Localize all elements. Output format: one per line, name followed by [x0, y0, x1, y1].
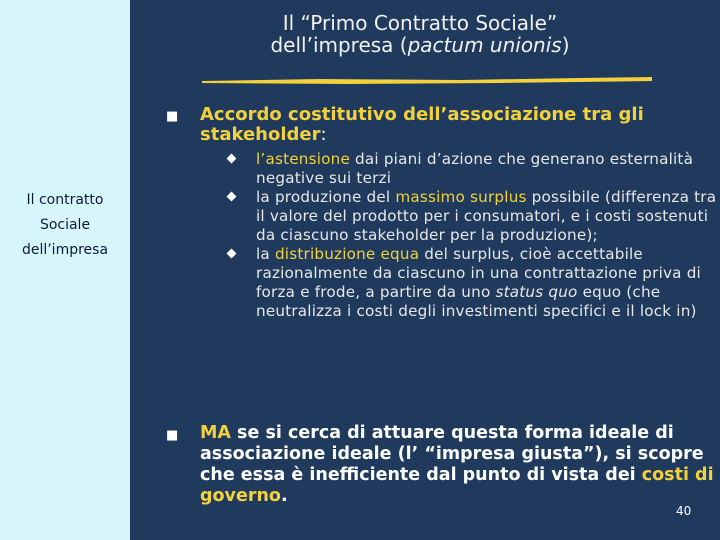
page-number: 40 — [676, 504, 692, 518]
slide-title — [160, 12, 680, 56]
sub-point-list — [228, 150, 718, 321]
conclusion-text: MA se si cerca di attuare questa forma ideale di associazione ideale (l’ “impresa giusta”), si scopre che essa è inefficiente dal punto di vista dei costi di governo. — [200, 423, 714, 506]
title-line-1: Il “Primo Contratto Sociale” — [282, 11, 558, 35]
list-item: la distribuzione equa del surplus, cioè accettabile razionalmente da ciascuno in una contrattazione priva di forza e frode, a partire da uno status quo equo (che neutralizza i costi degli investimenti specifici e il lock in) — [228, 245, 718, 321]
diamond-bullet-icon — [227, 249, 237, 259]
main-point-heading: Accordo costitutivo dell’associazione tra gli stakeholder: — [200, 104, 644, 145]
list-item: la produzione del massimo surplus possibile (differenza tra il valore del prodotto per i consumatori, e i costi sostenuti da ciascuno stakeholder per la produzione); — [228, 188, 718, 245]
side-label-line-3: dell’impresa — [21, 242, 109, 258]
square-bullet-icon: ■ — [166, 109, 179, 124]
side-label-line-2: Sociale — [39, 217, 91, 233]
side-label-line-1: Il contratto — [26, 192, 104, 208]
side-label — [0, 188, 130, 263]
diamond-bullet-icon — [227, 192, 237, 202]
title-underline-stroke — [200, 74, 655, 86]
title-line-2: dell’impresa (pactum unionis) — [270, 33, 570, 57]
square-bullet-icon: ■ — [166, 428, 179, 443]
list-item: l’astensione dai piani d’azione che generano esternalità negative sui terzi — [228, 150, 718, 188]
side-panel — [0, 0, 130, 540]
diamond-bullet-icon — [227, 154, 237, 164]
